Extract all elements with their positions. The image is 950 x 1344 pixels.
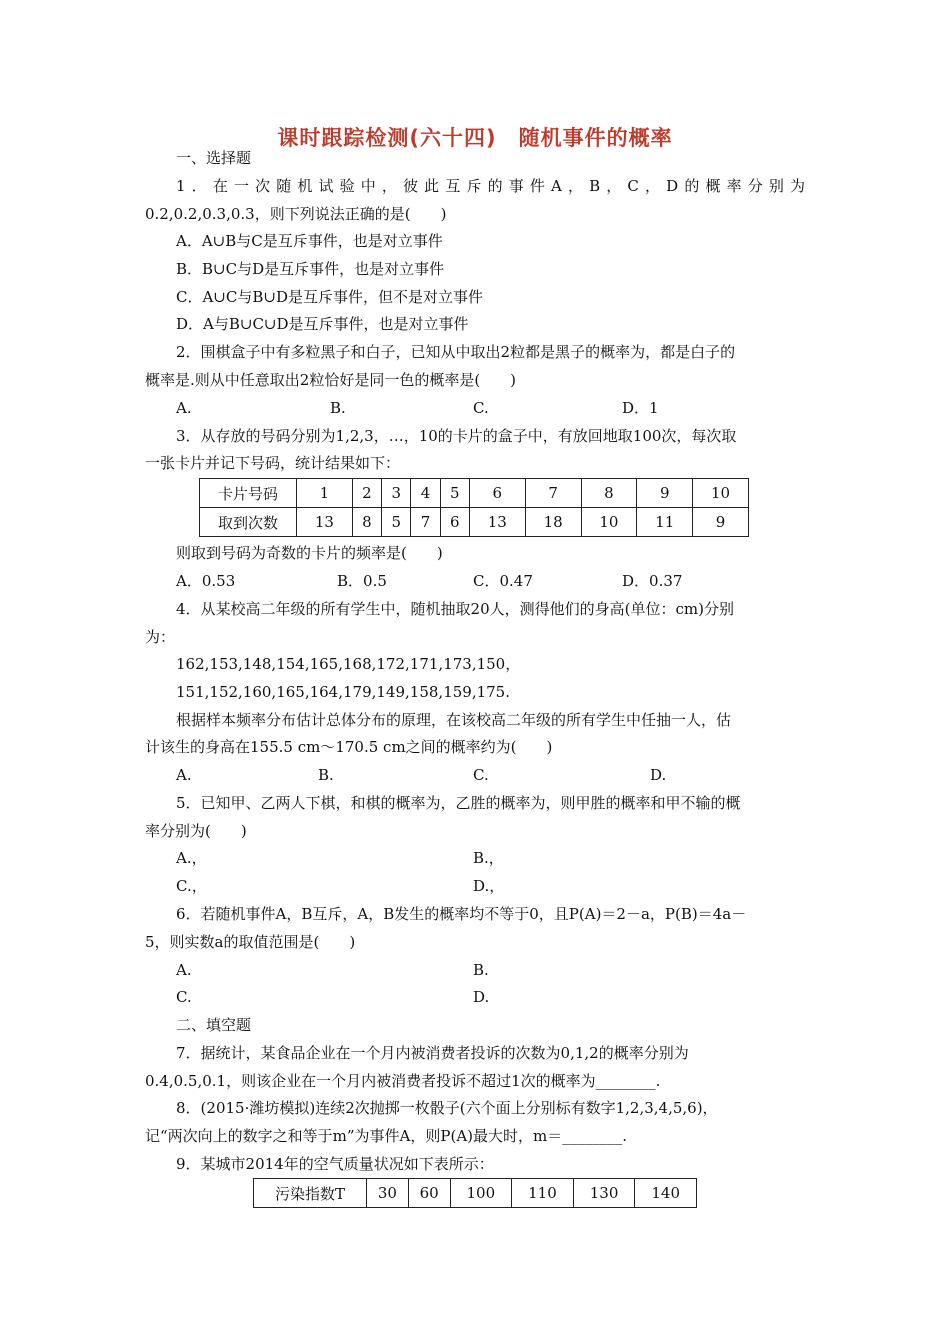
q3-option-b: B．0.5 (337, 572, 387, 590)
q9-line1: 9．某城市2014年的空气质量状况如下表所示： (176, 1155, 494, 1173)
q2-option-b: B. (330, 399, 346, 417)
q4-text-line5: 根据样本频率分布估计总体分布的原理，在该校高二年级的所有学生中任抽一人，估 (176, 711, 732, 729)
table-cell: 140 (635, 1179, 697, 1208)
table-cell: 1 (297, 479, 353, 508)
q2-option-a: A. (176, 399, 192, 417)
table-cell: 9 (637, 479, 693, 508)
table-cell: 130 (573, 1179, 635, 1208)
section-heading-choice: 一、选择题 (176, 149, 252, 167)
q5-option-a: A.， (176, 849, 207, 867)
table-cell: 10 (693, 479, 749, 508)
table-cell: 6 (469, 479, 525, 508)
q4-text-line6: 计该生的身高在155.5 cm～170.5 cm之间的概率约为( ) (145, 738, 553, 756)
q7-line2: 0.4,0.5,0.1，则该企业在一个月内被消费者投诉不超过1次的概率为________. (145, 1072, 661, 1090)
table-cell: 7 (525, 479, 581, 508)
table-cell: 8 (581, 479, 637, 508)
table-cell: 110 (512, 1179, 574, 1208)
table-row (200, 479, 749, 508)
q2-option-d: D．1 (622, 399, 659, 417)
table-cell: 6 (440, 508, 469, 537)
q3-option-a: A．0.53 (176, 572, 236, 590)
q1-stem-line2: 0.2,0.2,0.3,0.3，则下列说法正确的是( ) (145, 205, 447, 223)
q1-option-d: D．A与B∪C∪D是互斥事件，也是对立事件 (176, 315, 469, 333)
table-cell: 7 (411, 508, 440, 537)
q8-line1: 8．(2015·潍坊模拟)连续2次抛掷一枚骰子(六个面上分别标有数字1,2,3,4,5,6)， (176, 1099, 718, 1117)
q3-stem-line2: 一张卡片并记下号码，统计结果如下： (145, 454, 401, 472)
q3-card-table (199, 478, 749, 537)
q6-option-a: A. (176, 961, 192, 979)
q1-option-b: B．B∪C与D是互斥事件，也是对立事件 (176, 260, 445, 278)
table-cell: 18 (525, 508, 581, 537)
q7-line1: 7．据统计，某食品企业在一个月内被消费者投诉的次数为0,1,2的概率分别为 (176, 1044, 689, 1062)
q1-option-a: A．A∪B与C是互斥事件，也是对立事件 (176, 232, 443, 250)
q5-stem-line1: 5．已知甲、乙两人下棋，和棋的概率为，乙胜的概率为，则甲胜的概率和甲不输的概 (176, 794, 741, 812)
q2-stem-line2: 概率是.则从中任意取出2粒恰好是同一色的概率是( ) (145, 371, 517, 389)
q6-stem-line2: 5，则实数a的取值范围是( ) (145, 933, 356, 951)
table-cell: 2 (352, 479, 381, 508)
q3-option-d: D．0.37 (622, 572, 683, 590)
table-header-cell: 取到次数 (200, 508, 297, 537)
table-cell: 11 (637, 508, 693, 537)
q1-option-c: C．A∪C与B∪D是互斥事件，但不是对立事件 (176, 288, 483, 306)
section-heading-fill: 二、填空题 (176, 1016, 252, 1034)
table-row (254, 1179, 697, 1208)
table-cell: 9 (693, 508, 749, 537)
table-row (200, 508, 749, 537)
q2-stem-line1: 2．围棋盒子中有多粒黑子和白子，已知从中取出2粒都是黑子的概率为，都是白子的 (176, 343, 736, 361)
q4-option-d: D. (650, 766, 667, 784)
q4-option-a: A. (176, 766, 192, 784)
q4-stem-line2: 为： (145, 628, 176, 646)
q4-option-c: C. (473, 766, 489, 784)
q6-option-b: B. (473, 961, 489, 979)
table-cell: 10 (581, 508, 637, 537)
q5-option-b: B.， (473, 849, 504, 867)
page-title: 课时跟踪检测(六十四) 随机事件的概率 (277, 126, 673, 150)
q3-question: 则取到号码为奇数的卡片的频率是( ) (176, 544, 443, 562)
q9-pollution-table (253, 1178, 697, 1208)
q3-option-c: C．0.47 (473, 572, 533, 590)
q5-option-d: D.， (473, 877, 505, 895)
q3-stem-line1: 3．从存放的号码分别为1,2,3，…，10的卡片的盒子中，有放回地取100次，每次取 (176, 427, 737, 445)
table-cell: 13 (297, 508, 353, 537)
q4-option-b: B. (318, 766, 334, 784)
table-cell: 5 (440, 479, 469, 508)
q6-option-d: D. (473, 988, 490, 1006)
table-cell: 8 (352, 508, 381, 537)
table-cell: 3 (382, 479, 411, 508)
q4-data-line2: 151,152,160,165,164,179,149,158,159,175. (176, 683, 510, 701)
table-cell: 4 (411, 479, 440, 508)
q4-data-line1: 162,153,148,154,165,168,172,171,173,150， (176, 655, 521, 673)
table-header-cell: 污染指数T (254, 1179, 367, 1208)
table-header-cell: 卡片号码 (200, 479, 297, 508)
table-cell: 60 (408, 1179, 450, 1208)
q6-option-c: C. (176, 988, 192, 1006)
q6-stem-line1: 6．若随机事件A，B互斥，A，B发生的概率均不等于0，且P(A)＝2－a，P(B)＝4a－ (176, 905, 747, 923)
table-cell: 5 (382, 508, 411, 537)
table-cell: 100 (450, 1179, 512, 1208)
q1-stem-line1: 1．在一次随机试验中，彼此互斥的事件A，B，C，D的概率分别为 (176, 177, 805, 195)
table-cell: 30 (367, 1179, 409, 1208)
q5-stem-line2: 率分别为( ) (145, 822, 247, 840)
q2-option-c: C. (473, 399, 489, 417)
q5-option-c: C.， (176, 877, 207, 895)
q8-line2: 记“两次向上的数字之和等于m”为事件A，则P(A)最大时，m＝________. (145, 1127, 628, 1145)
table-cell: 13 (469, 508, 525, 537)
q4-stem-line1: 4．从某校高二年级的所有学生中，随机抽取20人，测得他们的身高(单位：cm)分别 (176, 600, 734, 618)
